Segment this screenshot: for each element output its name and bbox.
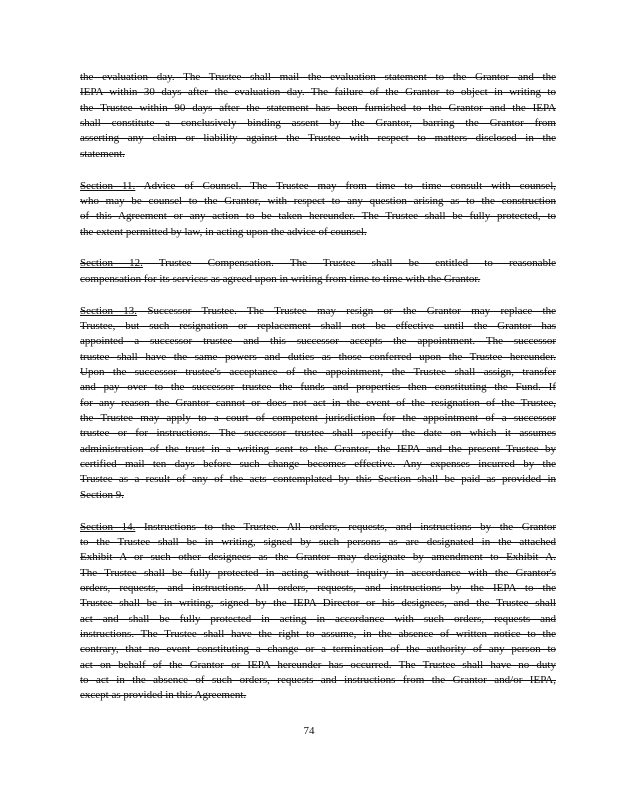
text-run: The Trustee shall be fully protected in acting without inquiry in accordance with the Grantor's — [80, 566, 556, 579]
text-line — [80, 658, 556, 673]
text-run: the Trustee within 90 days after the statement has been furnished to the Grantor and the IEPA — [80, 101, 556, 114]
text-line — [80, 673, 556, 688]
section-heading: Section 11. — [80, 179, 136, 192]
section-heading: Section 13. — [80, 304, 138, 317]
text-line — [80, 116, 556, 131]
text-line — [80, 627, 556, 642]
text-line — [80, 396, 556, 411]
text-line — [80, 688, 556, 703]
text-run: Trustee as a result of any of the acts contemplated by this Section shall be paid as provided in — [80, 473, 556, 486]
text-line — [80, 520, 556, 535]
text-run: trustee or for instructions. The successor trustee shall specify the date on which it assumes — [80, 427, 556, 440]
text-line — [80, 304, 556, 319]
text-run: for any reason the Grantor cannot or does not act in the event of the resignation of the Trustee, — [80, 396, 556, 409]
text-run: Trustee shall be in writing, signed by the IEPA Director or his designees, and the Trustee shall — [80, 597, 556, 610]
text-run: Successor Trustee. The Trustee may resign or the Grantor may replace the — [137, 304, 556, 317]
section-heading: Section 14. — [80, 520, 136, 533]
text-run: act and shall be fully protected in acting in accordance with such orders, requests and — [80, 612, 556, 625]
text-line — [80, 147, 556, 162]
text-run: Exhibit A or such other designees as the Grantor may designate by amendment to Exhibit A. — [80, 551, 556, 564]
text-run: the extent permitted by law, in acting upon the advice of counsel. — [80, 225, 367, 238]
text-line — [80, 194, 556, 209]
paragraph-p1 — [80, 70, 556, 162]
text-run: orders, requests, and instructions. All orders, requests, and instructions by the IEPA to the — [80, 581, 556, 594]
text-run: contrary, that no event constituting a change or a termination of the authority of any person to — [80, 643, 556, 656]
text-line — [80, 442, 556, 457]
text-run: asserting any claim or liability against the Trustee with respect to matters disclosed in the — [80, 132, 556, 145]
text-line — [80, 209, 556, 224]
text-line — [80, 365, 556, 380]
text-line — [80, 70, 556, 85]
text-line — [80, 131, 556, 146]
text-line — [80, 535, 556, 550]
text-run: act on behalf of the Grantor or IEPA hereunder has occurred. The Trustee shall have no duty — [80, 658, 556, 671]
text-line — [80, 272, 556, 287]
text-run: Advice of Counsel. The Trustee may from time to time consult with counsel, — [135, 179, 556, 192]
text-line — [80, 426, 556, 441]
text-run: certified mail ten days before such change becomes effective. Any expenses incurred by the — [80, 458, 556, 471]
text-run: Instructions to the Trustee. All orders, requests, and instructions by the Grantor — [135, 520, 556, 533]
text-line — [80, 488, 556, 503]
text-run: Section 9. — [80, 488, 124, 501]
paragraph-p4 — [80, 304, 556, 503]
text-line — [80, 581, 556, 596]
text-run: the Trustee may apply to a court of competent jurisdiction for the appointment of a successor — [80, 412, 556, 425]
text-run: Trustee Compensation. The Trustee shall be entitled to reasonable — [142, 257, 557, 270]
paragraph-p3 — [80, 256, 556, 287]
text-run: the evaluation day. The Trustee shall mail the evaluation statement to the Grantor and the — [80, 71, 556, 83]
text-run: to act in the absence of such orders, requests and instructions from the Grantor and/or IEPA, — [80, 674, 556, 687]
text-run: Upon the successor trustee's acceptance of the appointment, the Trustee shall assign, transfer — [80, 366, 556, 378]
text-line — [80, 457, 556, 472]
text-run: compensation for its services as agreed upon in writing from time to time with the Grantor. — [80, 272, 481, 285]
text-line — [80, 642, 556, 657]
text-line — [80, 85, 556, 100]
text-line — [80, 411, 556, 426]
text-line — [80, 101, 556, 116]
document-body — [80, 70, 556, 704]
text-line — [80, 612, 556, 627]
text-line — [80, 179, 556, 194]
paragraph-p5 — [80, 520, 556, 704]
text-line — [80, 550, 556, 565]
text-line — [80, 256, 556, 271]
paragraph-p2 — [80, 179, 556, 240]
text-line — [80, 225, 556, 240]
text-run: administration of the trust in a writing sent to the Grantor, the IEPA and the present Trustee by — [80, 442, 556, 455]
text-line — [80, 472, 556, 487]
text-run: to the Trustee shall be in writing, signed by such persons as are designated in the attached — [80, 535, 556, 548]
text-line — [80, 596, 556, 611]
text-run: except as provided in this Agreement. — [80, 689, 247, 702]
text-run: Trustee, but such resignation or replacement shall not be effective until the Grantor has — [80, 319, 556, 332]
text-run: IEPA within 30 days after the evaluation day. The failure of the Grantor to object in writing to — [80, 86, 556, 99]
text-run: trustee shall have the same powers and duties as those conferred upon the Trustee hereunder. — [80, 350, 556, 363]
text-run: who may be counsel to the Grantor, with respect to any question arising as to the construction — [80, 194, 556, 207]
section-heading: Section 12. — [80, 257, 143, 270]
text-run: shall constitute a conclusively binding assent by the Grantor, barring the Grantor from — [80, 117, 556, 130]
text-line — [80, 319, 556, 334]
text-line — [80, 566, 556, 581]
text-run: appointed a successor trustee and this successor accepts the appointment. The successor — [80, 335, 556, 348]
text-run: statement. — [80, 147, 125, 160]
text-line — [80, 380, 556, 395]
text-line — [80, 334, 556, 349]
text-line — [80, 350, 556, 365]
text-run: of this Agreement or any action to be taken hereunder. The Trustee shall be fully protected, to — [80, 210, 556, 223]
text-run: and pay over to the successor trustee the funds and properties then constituting the Fund. If — [80, 381, 556, 394]
page-number: 74 — [303, 725, 315, 737]
text-run: instructions. The Trustee shall have the right to assume, in the absence of written notice to the — [80, 628, 556, 640]
